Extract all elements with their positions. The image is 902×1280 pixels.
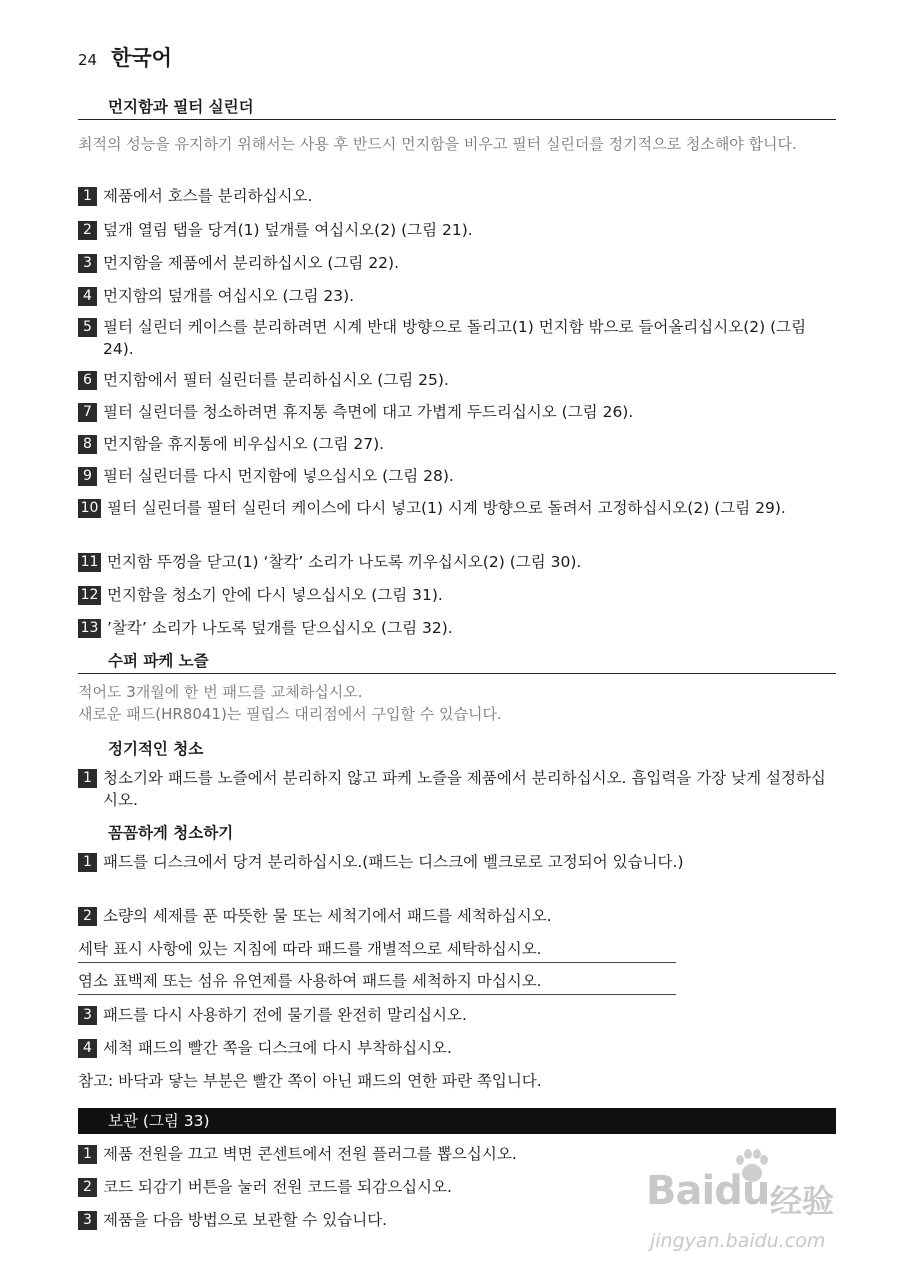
section-intro-line: 새로운 패드(HR8041)는 필립스 대리점에서 구입할 수 있습니다. <box>78 705 502 723</box>
step-number: 1 <box>78 1145 97 1164</box>
step-text: 먼지함 뚜껑을 닫고(1) ‘찰칵’ 소리가 나도록 끼우십시오(2) (그림 30). <box>107 553 582 571</box>
step-item <box>78 1004 836 1026</box>
step-item <box>78 401 836 423</box>
step-text: 패드를 다시 사용하기 전에 물기를 완전히 말리십시오. <box>103 1006 467 1024</box>
step-item <box>78 617 836 639</box>
step-text: 코드 되감기 버튼을 눌러 전원 코드를 되감으십시오. <box>103 1178 452 1196</box>
step-text: 덮개 열림 탭을 당겨(1) 덮개를 여십시오(2) (그림 21). <box>103 221 473 239</box>
step-text: 제품 전원을 끄고 벽면 콘센트에서 전원 플러그를 뽑으십시오. <box>103 1145 517 1163</box>
subheading-thorough-cleaning: 꼼꼼하게 청소하기 <box>108 824 234 842</box>
step-item <box>78 851 836 873</box>
step-text: 먼지함을 제품에서 분리하십시오 (그림 22). <box>103 254 400 272</box>
step-text: ’찰칵’ 소리가 나도록 덮개를 닫으십시오 (그림 32). <box>107 619 453 637</box>
step-number: 3 <box>78 1006 97 1025</box>
step-number: 4 <box>78 1039 97 1058</box>
warning-line: 염소 표백제 또는 섬유 유연제를 사용하여 패드를 세척하지 마십시오. <box>78 969 676 995</box>
language-title: 한국어 <box>111 46 172 70</box>
step-number: 11 <box>78 553 101 572</box>
step-number: 6 <box>78 371 97 390</box>
step-item <box>78 219 836 241</box>
step-text: 세척 패드의 빨간 쪽을 디스크에 다시 부착하십시오. <box>103 1039 452 1057</box>
step-text: 제품을 다음 방법으로 보관할 수 있습니다. <box>103 1211 388 1229</box>
step-number: 10 <box>78 499 101 518</box>
step-text: 필터 실린더를 청소하려면 휴지통 측면에 대고 가볍게 두드리십시오 (그림 26). <box>103 403 634 421</box>
section-intro: 최적의 성능을 유지하기 위해서는 사용 후 반드시 먼지함을 비우고 필터 실린더를 정기적으로 청소해야 합니다. <box>78 135 797 153</box>
step-number: 2 <box>78 907 97 926</box>
section-title: 먼지함과 필터 실린더 <box>78 95 836 120</box>
page-header <box>78 42 172 72</box>
step-number: 9 <box>78 467 97 486</box>
watermark-url: jingyan.baidu.com <box>650 1230 826 1252</box>
step-number: 13 <box>78 619 101 638</box>
step-number: 8 <box>78 435 97 454</box>
step-item <box>78 316 836 360</box>
step-item <box>78 252 836 274</box>
step-item <box>78 433 836 455</box>
step-number: 5 <box>78 318 97 337</box>
step-item <box>78 551 836 573</box>
step-number: 3 <box>78 1211 97 1230</box>
step-item <box>78 185 836 207</box>
step-text: 먼지함을 휴지통에 비우십시오 (그림 27). <box>103 435 385 453</box>
step-number: 1 <box>78 187 97 206</box>
step-item <box>78 584 836 606</box>
section-title: 수퍼 파케 노즐 <box>78 649 836 674</box>
step-text: 청소기와 패드를 노즐에서 분리하지 않고 파케 노즐을 제품에서 분리하십시오. 흡입력을 가장 낮게 설정하십시오. <box>103 769 826 809</box>
page-number: 24 <box>78 51 98 69</box>
step-text: 먼지함의 덮개를 여십시오 (그림 23). <box>103 287 355 305</box>
step-number: 12 <box>78 586 101 605</box>
section-dust-container <box>78 95 836 120</box>
step-item <box>78 497 836 519</box>
step-text: 제품에서 호스를 분리하십시오. <box>103 187 313 205</box>
step-item <box>78 369 836 391</box>
step-item <box>78 1037 836 1059</box>
step-text: 먼지함에서 필터 실린더를 분리하십시오 (그림 25). <box>103 371 449 389</box>
step-item <box>78 465 836 487</box>
watermark-logo: Baidu <box>646 1168 770 1214</box>
step-text: 필터 실린더를 다시 먼지함에 넣으십시오 (그림 28). <box>103 467 454 485</box>
step-number: 2 <box>78 1178 97 1197</box>
step-number: 2 <box>78 221 97 240</box>
step-number: 7 <box>78 403 97 422</box>
step-item <box>78 767 836 811</box>
step-number: 3 <box>78 254 97 273</box>
step-text: 먼지함을 청소기 안에 다시 넣으십시오 (그림 31). <box>107 586 443 604</box>
step-text: 필터 실린더 케이스를 분리하려면 시계 반대 방향으로 돌리고(1) 먼지함 밖으로 들어올리십시오(2) (그림 24). <box>103 318 807 358</box>
section-intro-line: 적어도 3개월에 한 번 패드를 교체하십시오. <box>78 683 363 701</box>
step-item <box>78 285 836 307</box>
step-text: 소량의 세제를 푼 따뜻한 물 또는 세척기에서 패드를 세척하십시오. <box>103 907 552 925</box>
subheading-regular-cleaning: 정기적인 청소 <box>108 740 204 758</box>
step-number: 1 <box>78 769 97 788</box>
step-number: 1 <box>78 853 97 872</box>
step-text: 필터 실린더를 필터 실린더 케이스에 다시 넣고(1) 시계 방향으로 돌려서 고정하십시오(2) (그림 29). <box>107 499 786 517</box>
section-storage-title: 보관 (그림 33) <box>78 1108 836 1134</box>
step-item <box>78 905 836 927</box>
baidu-watermark <box>640 1148 850 1268</box>
watermark-brand: 经验 <box>770 1182 835 1220</box>
note-text: 참고: 바닥과 닿는 부분은 빨간 쪽이 아닌 패드의 연한 파란 쪽입니다. <box>78 1072 542 1090</box>
step-number: 4 <box>78 287 97 306</box>
warning-line: 세탁 표시 사항에 있는 지침에 따라 패드를 개별적으로 세탁하십시오. <box>78 937 676 963</box>
section-parquet-nozzle <box>78 649 836 674</box>
step-text: 패드를 디스크에서 당겨 분리하십시오.(패드는 디스크에 벨크로로 고정되어 있습니다.) <box>103 853 684 871</box>
